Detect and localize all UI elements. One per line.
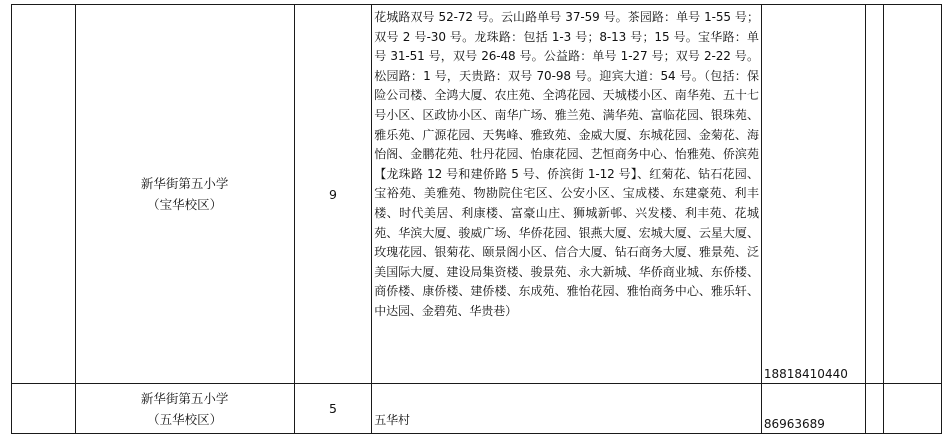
- school-campus: （五华校区）: [147, 411, 223, 427]
- enrollment-area-cell: 五华村: [372, 384, 762, 434]
- phone-cell: 18818410440: [761, 5, 865, 384]
- school-name-cell: [75, 5, 294, 384]
- class-count-cell: 9: [294, 5, 372, 384]
- school-name: 新华街第五小学: [140, 176, 229, 191]
- school-campus: （宝华校区）: [147, 197, 223, 212]
- school-district-table: [11, 4, 942, 434]
- table-row: [12, 384, 942, 434]
- table-cell-blank: [12, 384, 76, 434]
- table-cell-blank: [884, 5, 942, 384]
- class-count-cell: 5: [294, 384, 372, 434]
- table-cell-blank: [12, 5, 76, 384]
- enrollment-area-cell: 花城路双号 52-72 号。云山路单号 37-59 号。茶园路：单号 1-55 号；双号 2 号-30 号。龙珠路：包括 1-3 号；8-13 号；15 号。宝华路：单号 31-51 号，双号 26-48 号。公益路：单号 1-27 号；双号 2-22 号。松园路：1 号，天贵路：双号 70-98 号。迎宾大道：54 号。（包括：保险公司楼、全鸿大厦、农庄苑、全鸿花园、天城楼小区、南华苑、五十七号小区、区政协小区、南华广场、雅兰苑、满华苑、富临花园、银珠苑、雅乐苑、广源花园、天隽峰、雅致苑、金威大厦、东城花园、金菊花、海怡阁、金鹏花苑、牡丹花园、怡康花园、艺恒商务中心、怡雅苑、侨滨苑【龙珠路 12 号和建侨路 5 号、侨滨街 1-12 号】、红菊花、钻石花园、宝裕苑、美雅苑、物勘院住宅区、公安小区、宝成楼、东建豪苑、利丰楼、时代美居、利康楼、富豪山庄、狮城新邨、兴发楼、利丰苑、花城苑、华滨大厦、骏威广场、华侨花园、银燕大厦、宏城大厦、云星大厦、玫瑰花园、银菊花、颐景阁小区、信合大厦、钻石商务大厦、雅景苑、泛美国际大厦、建设局集资楼、骏景苑、永大新城、华侨商业城、东侨楼、商侨楼、康侨楼、建侨楼、东成苑、雅怡花园、雅怡商务中心、雅乐轩、中达园、金碧苑、华贵巷）: [372, 5, 762, 384]
- table-cell-blank: [865, 384, 884, 434]
- table-row: [12, 5, 942, 384]
- school-name: 新华街第五小学: [140, 390, 229, 406]
- table-cell-blank: [884, 384, 942, 434]
- school-name-cell: [75, 384, 294, 434]
- table-cell-blank: [865, 5, 884, 384]
- phone-cell: 86963689: [761, 384, 865, 434]
